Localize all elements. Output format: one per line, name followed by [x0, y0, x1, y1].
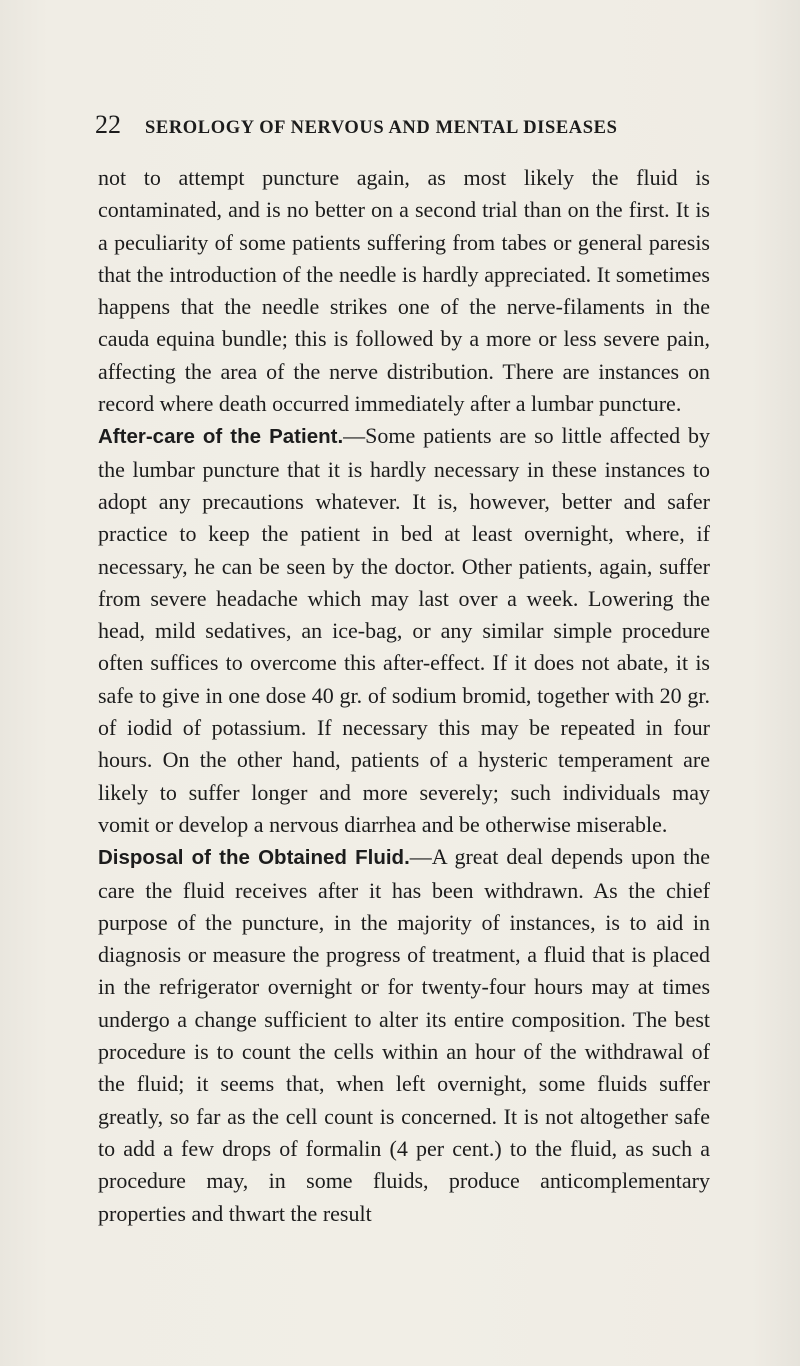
page-number: 22: [95, 110, 121, 139]
paragraph-text: —A great deal depends upon the care the fluid receives after it has been withdrawn. As the chief purpose of the puncture, in the majority of instances, is to aid in diagnosis or measure the progress of treatment, a fluid that is placed in the refrigerator overnight or for twenty-four hours may at times undergo a change sufficient to alter its entire composition. The best procedure is to count the cells within an hour of the withdrawal of the fluid; it seems that, when left overnight, some fluids suffer greatly, so far as the cell count is concerned. It is not altogether safe to add a few drops of formalin (4 per cent.) to the fluid, as such a procedure may, in some fluids, produce anticomplementary properties and thwart the result: [98, 844, 710, 1226]
section-heading-after-care: After-care of the Patient.: [98, 425, 344, 449]
page-header: [95, 110, 715, 140]
section-heading-disposal: Disposal of the Obtained Fluid.: [98, 846, 410, 870]
running-head: SEROLOGY OF NERVOUS AND MENTAL DISEASES: [145, 118, 618, 138]
paragraph-text: —Some patients are so little affected by the lumbar puncture that it is hardly necessary in these instances to adopt any precautions whatever. It is, however, better and safer practice to keep the patient in bed at least overnight, where, if necessary, he can be seen by the doctor. Other patients, again, suffer from severe headache which may last over a week. Lowering the head, mild sedatives, an ice-bag, or any similar simple procedure often suffices to overcome this after-effect. If it does not abate, it is safe to give in one dose 40 gr. of sodium bromid, together with 20 gr. of iodid of potassium. If necessary this may be repeated in four hours. On the other hand, patients of a hysteric temperament are likely to suffer longer and more severely; such individuals may vomit or develop a nervous diarrhea and be otherwise miserable.: [98, 423, 710, 837]
paragraph-after-care: [98, 420, 710, 841]
paragraph-disposal: [98, 841, 710, 1230]
body-text: [98, 162, 710, 1230]
paragraph-text: not to attempt puncture again, as most likely the fluid is contaminated, and is no better on a second trial than on the first. It is a peculiarity of some patients suffering from tabes or general paresis that the introduction of the needle is hardly appreciated. It sometimes happens that the needle strikes one of the nerve-filaments in the cauda equina bundle; this is followed by a more or less severe pain, affecting the area of the nerve distribution. There are instances on record where death occurred immediately after a lumbar puncture.: [98, 165, 710, 417]
paragraph-continuation: [98, 162, 710, 420]
